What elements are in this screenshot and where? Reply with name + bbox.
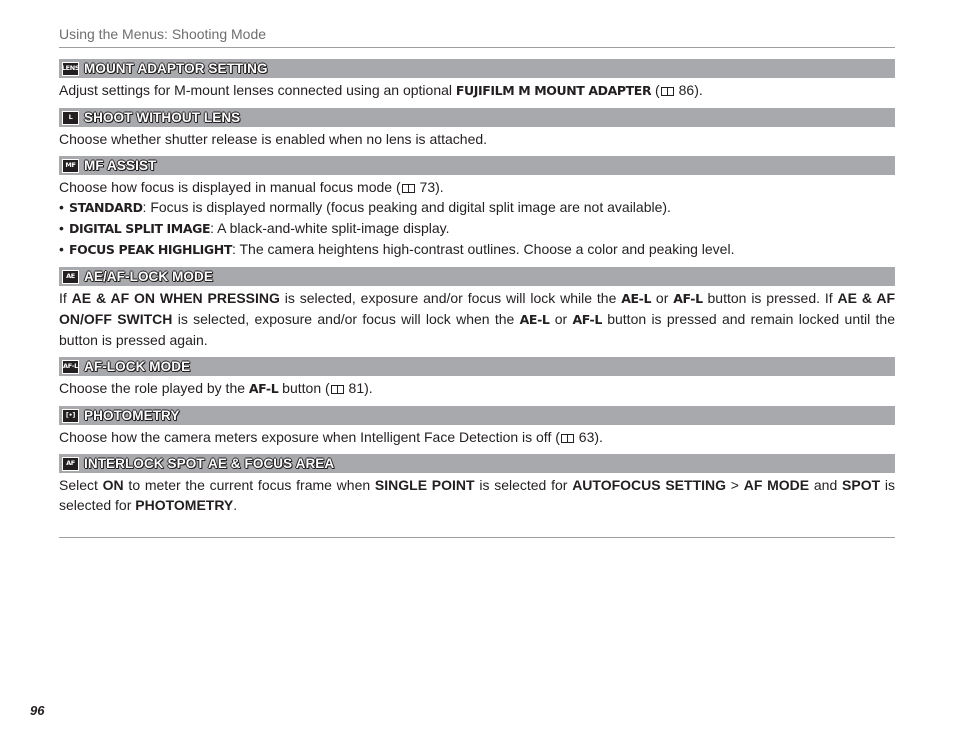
photometry-icon: [•] <box>62 409 79 423</box>
keyword: DIGITAL SPLIT IMAGE <box>69 221 211 236</box>
section-header-ae-af-lock-mode <box>59 267 895 286</box>
body-text: or <box>651 290 674 306</box>
page-reference-icon <box>561 434 574 443</box>
page-number: 96 <box>30 703 45 718</box>
section-body-shoot-without-lens <box>59 129 895 149</box>
section-header-af-lock-mode <box>59 357 895 376</box>
section-body-interlock-spot <box>59 475 895 515</box>
body-text: button is pressed and remain locked until the button is pressed again. <box>59 311 895 348</box>
page-reference-icon <box>331 385 344 394</box>
list-item <box>59 239 895 260</box>
section-body-ae-af-lock-mode <box>59 288 895 350</box>
body-text: button ( <box>278 380 330 396</box>
lens-icon: LENS <box>62 62 79 76</box>
section-header-photometry <box>59 406 895 425</box>
body-text: ( <box>651 82 660 98</box>
body-text: Choose how focus is displayed in manual focus mode ( <box>59 179 401 195</box>
body-text: is selected for <box>474 477 573 493</box>
body-text: Choose the role played by the <box>59 380 249 396</box>
body-text: : The camera heightens high-contrast outlines. Choose a color and peaking level. <box>231 241 735 257</box>
ae-af-lock-icon: AE <box>62 270 79 284</box>
section-title: AE/AF-LOCK MODE <box>84 269 213 284</box>
body-text: If <box>59 290 72 306</box>
section-body-mount-adaptor <box>59 80 895 101</box>
section-title: PHOTOMETRY <box>84 408 180 423</box>
body-text: : A black-and-white split-image display. <box>210 220 450 236</box>
body-text: Choose whether shutter release is enabled when no lens is attached. <box>59 131 488 147</box>
list-item <box>59 218 895 239</box>
footer-rule <box>59 537 895 538</box>
keyword: SPOT <box>842 477 881 493</box>
section-title: SHOOT WITHOUT LENS <box>84 110 241 125</box>
keyword: AF-L <box>248 381 279 396</box>
body-text: Choose how the camera meters exposure when Intelligent Face Detection is off ( <box>59 429 560 445</box>
page-content <box>59 59 895 515</box>
body-text: is selected, exposure and/or focus will lock when the <box>172 311 520 327</box>
section-title: AF-LOCK MODE <box>84 359 191 374</box>
page-reference-icon <box>402 184 415 193</box>
af-lock-icon: AF-L <box>62 360 79 374</box>
list-item <box>59 197 895 218</box>
keyword: FUJIFILM M MOUNT ADAPTER <box>455 83 652 98</box>
section-title: MOUNT ADAPTOR SETTING <box>84 61 268 76</box>
section-title: INTERLOCK SPOT AE & FOCUS AREA <box>84 456 335 471</box>
body-text: 86). <box>674 82 703 98</box>
keyword: STANDARD <box>69 200 143 215</box>
mf-assist-icon: MF <box>62 159 79 173</box>
page-reference-icon <box>661 87 674 96</box>
body-text: or <box>549 311 573 327</box>
section-header-shoot-without-lens <box>59 108 895 127</box>
section-header-mount-adaptor <box>59 59 895 78</box>
body-text: button is pressed. If <box>702 290 838 306</box>
body-text: to meter the current focus frame when <box>123 477 375 493</box>
section-header-interlock-spot <box>59 454 895 473</box>
keyword: AE & AF ON/OFF SWITCH <box>59 290 896 327</box>
section-header-mf-assist <box>59 156 895 175</box>
body-text: is selected, exposure and/or focus will lock while the <box>279 290 622 306</box>
body-text: 81). <box>344 380 373 396</box>
body-text: . <box>233 497 238 513</box>
section-body-mf-assist <box>59 177 895 260</box>
keyword: AE-L <box>519 312 550 327</box>
no-lens-icon: L <box>62 111 79 125</box>
keyword: FOCUS PEAK HIGHLIGHT <box>69 242 232 257</box>
option-list <box>59 197 895 260</box>
keyword: AE-L <box>621 291 652 306</box>
body-text: > <box>726 477 744 493</box>
section-body-af-lock-mode <box>59 378 895 399</box>
section-body-photometry <box>59 427 895 447</box>
interlock-spot-icon: AF <box>62 457 79 471</box>
keyword: SINGLE POINT <box>374 477 475 493</box>
keyword: AE & AF ON WHEN PRESSING <box>71 290 280 306</box>
keyword: AF-L <box>572 312 602 327</box>
keyword: ON <box>102 477 124 493</box>
body-text: 73). <box>415 179 444 195</box>
running-head: Using the Menus: Shooting Mode <box>59 26 267 42</box>
keyword: AUTOFOCUS SETTING <box>572 477 727 493</box>
body-text: Adjust settings for M-mount lenses connected using an optional <box>59 82 456 98</box>
body-text: Select <box>59 477 103 493</box>
keyword: AF-L <box>673 291 703 306</box>
body-text: and <box>809 477 843 493</box>
body-text: : Focus is displayed normally (focus peaking and digital split image are not available). <box>142 199 671 215</box>
body-text: is selected for <box>59 477 896 513</box>
keyword: AF MODE <box>743 477 810 493</box>
header-rule <box>59 47 895 48</box>
section-title: MF ASSIST <box>84 158 157 173</box>
keyword: PHOTOMETRY <box>135 497 234 513</box>
body-text: 63). <box>574 429 603 445</box>
